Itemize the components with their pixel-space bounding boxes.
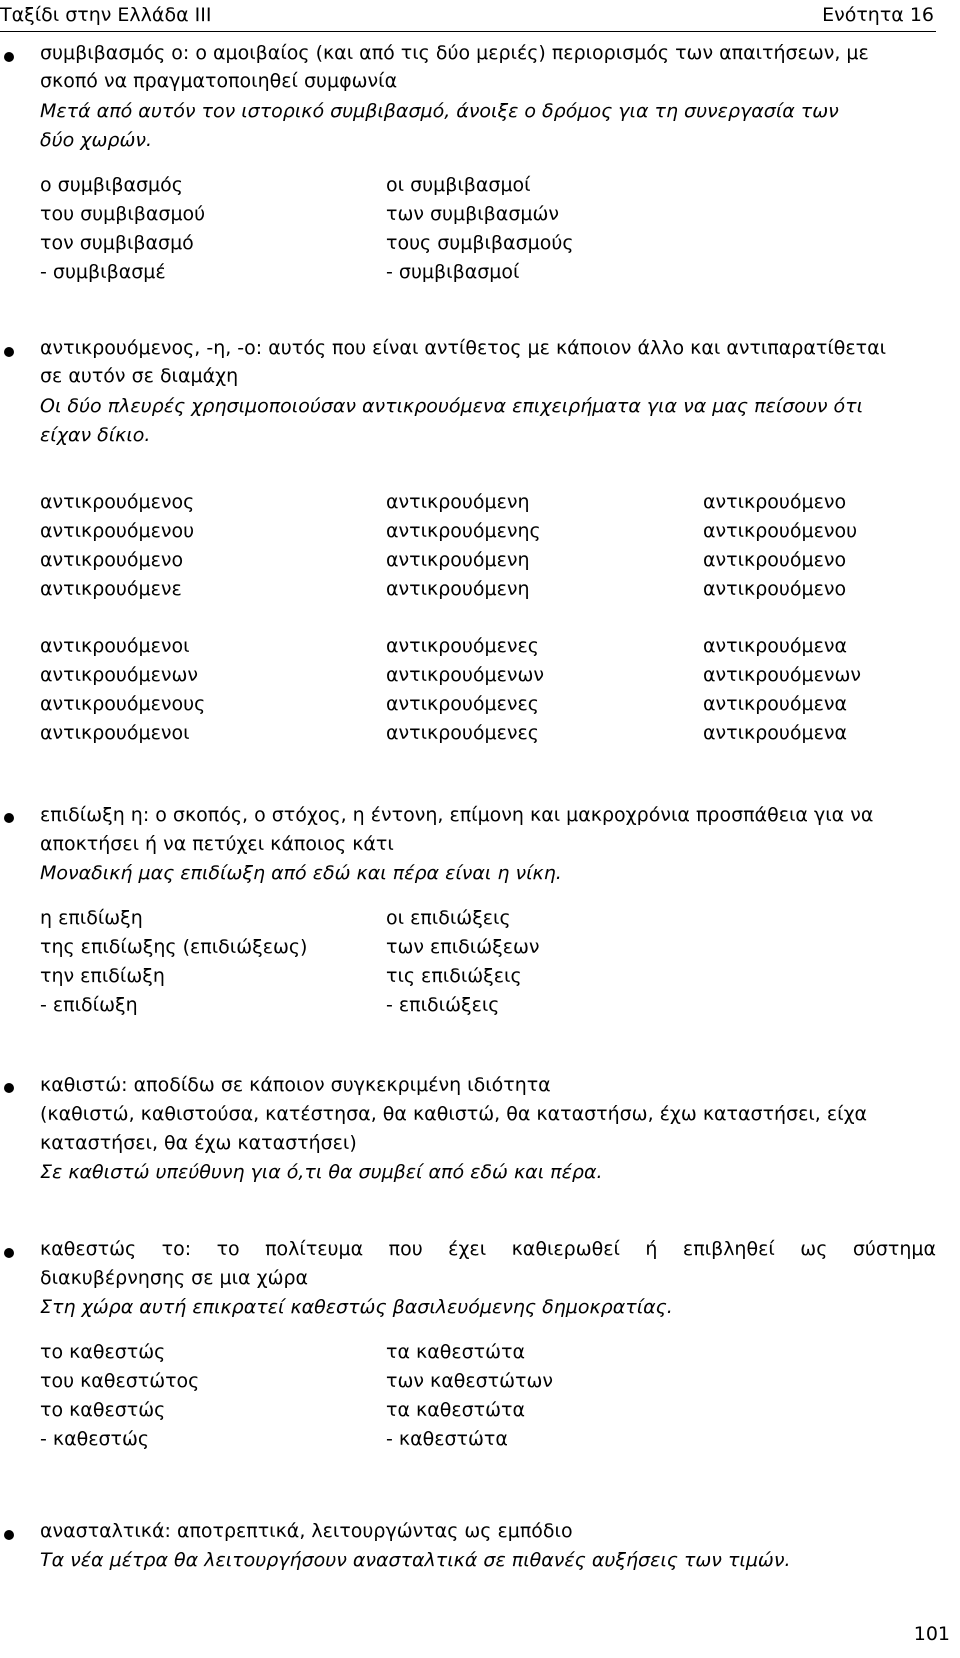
- table-cell: του καθεστώτος: [40, 1370, 200, 1392]
- table-cell: αντικρουόμενα: [703, 693, 848, 715]
- table-cell: αντικρουόμενο: [703, 491, 847, 513]
- table-cell: των καθεστώτων: [386, 1370, 553, 1392]
- table-cell: αντικρουόμενου: [40, 520, 195, 542]
- table-cell: αντικρουόμενα: [703, 635, 848, 657]
- conjugation-line: καταστήσει, θα έχω καταστήσει): [40, 1132, 357, 1154]
- page-number: 101: [913, 1623, 950, 1645]
- bullet-icon: [4, 347, 14, 357]
- table-cell: της επιδίωξης (επιδιώξεως): [40, 936, 308, 958]
- table-cell: αντικρουόμενες: [386, 693, 539, 715]
- definition-line: σκοπό να πραγματοποιηθεί συμφωνία: [40, 70, 398, 92]
- example-line: δύο χωρών.: [40, 129, 153, 151]
- table-cell: τους συμβιβασμούς: [386, 232, 574, 254]
- definition-line: αντικρουόμενος, -η, -ο: αυτός που είναι αντίθετος με κάποιον άλλο και αντιπαρατίθεται: [40, 337, 887, 359]
- table-cell: αντικρουόμενες: [386, 722, 539, 744]
- table-cell: το καθεστώς: [40, 1399, 166, 1421]
- table-cell: αντικρουόμενο: [703, 578, 847, 600]
- table-cell: αντικρουόμενη: [386, 491, 530, 513]
- example-line: Μετά από αυτόν τον ιστορικό συμβιβασμό, άνοιξε ο δρόμος για τη συνεργασία των: [40, 100, 839, 122]
- definition-line: καθιστώ: αποδίδω σε κάποιον συγκεκριμένη ιδιότητα: [40, 1074, 551, 1096]
- table-cell: - καθεστώτα: [386, 1428, 508, 1450]
- example-line: Μοναδική μας επιδίωξη από εδώ και πέρα είναι η νίκη.: [40, 862, 562, 884]
- table-cell: τα καθεστώτα: [386, 1399, 525, 1421]
- table-cell: η επιδίωξη: [40, 907, 143, 929]
- table-cell: - συμβιβασμέ: [40, 261, 166, 283]
- table-cell: οι συμβιβασμοί: [386, 174, 531, 196]
- definition-line: διακυβέρνησης σε μια χώρα: [40, 1267, 309, 1289]
- page-header: [0, 0, 960, 32]
- table-cell: τα καθεστώτα: [386, 1341, 525, 1363]
- definition-line: συμβιβασμός ο: ο αμοιβαίος (και από τις δύο μεριές) περιορισμός των απαιτήσεων, με: [40, 42, 869, 64]
- bullet-icon: [4, 1083, 14, 1093]
- table-cell: αντικρουόμενων: [703, 664, 862, 686]
- conjugation-line: (καθιστώ, καθιστούσα, κατέστησα, θα καθιστώ, θα καταστήσω, έχω καταστήσει, είχα: [40, 1103, 868, 1125]
- table-cell: το καθεστώς: [40, 1341, 166, 1363]
- table-cell: - επιδιώξεις: [386, 994, 500, 1016]
- table-cell: αντικρουόμενος: [40, 491, 195, 513]
- table-cell: αντικρουόμενες: [386, 635, 539, 657]
- bullet-icon: [4, 813, 14, 823]
- table-cell: αντικρουόμενων: [386, 664, 545, 686]
- table-cell: αντικρουόμενοι: [40, 722, 190, 744]
- table-cell: - συμβιβασμοί: [386, 261, 520, 283]
- table-cell: αντικρουόμενο: [703, 549, 847, 571]
- table-cell: του συμβιβασμού: [40, 203, 206, 225]
- table-cell: των επιδιώξεων: [386, 936, 540, 958]
- table-cell: αντικρουόμενους: [40, 693, 206, 715]
- example-line: Οι δύο πλευρές χρησιμοποιούσαν αντικρουόμενα επιχειρήματα για να μας πείσουν ότι: [40, 395, 864, 417]
- header-rule: [0, 31, 936, 32]
- definition-line: σε αυτόν σε διαμάχη: [40, 365, 239, 387]
- table-cell: αντικρουόμενου: [703, 520, 858, 542]
- bullet-icon: [4, 1248, 14, 1258]
- table-cell: των συμβιβασμών: [386, 203, 559, 225]
- bullet-icon: [4, 52, 14, 62]
- table-cell: - καθεστώς: [40, 1428, 150, 1450]
- table-cell: αντικρουόμενα: [703, 722, 848, 744]
- table-cell: αντικρουόμενων: [40, 664, 199, 686]
- definition-line: αποκτήσει ή να πετύχει κάποιος κάτι: [40, 833, 394, 855]
- table-cell: αντικρουόμενο: [40, 549, 184, 571]
- table-cell: αντικρουόμενης: [386, 520, 541, 542]
- example-line: Τα νέα μέτρα θα λειτουργήσουν ανασταλτικά σε πιθανές αυξήσεις των τιμών.: [40, 1549, 791, 1571]
- definition-line: επιδίωξη η: ο σκοπός, ο στόχος, η έντονη, επίμονη και μακροχρόνια προσπάθεια για να: [40, 804, 874, 826]
- example-line: Σε καθιστώ υπεύθυνη για ό,τι θα συμβεί από εδώ και πέρα.: [40, 1161, 603, 1183]
- bullet-icon: [4, 1530, 14, 1540]
- table-cell: την επιδίωξη: [40, 965, 165, 987]
- table-cell: αντικρουόμενοι: [40, 635, 190, 657]
- example-line: είχαν δίκιο.: [40, 424, 151, 446]
- unit-label: Ενότητα 16: [822, 4, 934, 26]
- table-cell: αντικρουόμενη: [386, 578, 530, 600]
- table-cell: ο συμβιβασμός: [40, 174, 183, 196]
- table-cell: αντικρουόμενε: [40, 578, 182, 600]
- table-cell: τον συμβιβασμό: [40, 232, 194, 254]
- table-cell: οι επιδιώξεις: [386, 907, 511, 929]
- table-cell: - επιδίωξη: [40, 994, 138, 1016]
- definition-line: ανασταλτικά: αποτρεπτικά, λειτουργώντας ως εμπόδιο: [40, 1520, 573, 1542]
- table-cell: αντικρουόμενη: [386, 549, 530, 571]
- example-line: Στη χώρα αυτή επικρατεί καθεστώς βασιλευόμενης δημοκρατίας.: [40, 1296, 673, 1318]
- book-title: Ταξίδι στην Ελλάδα ΙΙΙ: [0, 4, 212, 26]
- definition-line: καθεστώς το: το πολίτευμα που έχει καθιερωθεί ή επιβληθεί ως σύστημα: [40, 1238, 936, 1260]
- table-cell: τις επιδιώξεις: [386, 965, 522, 987]
